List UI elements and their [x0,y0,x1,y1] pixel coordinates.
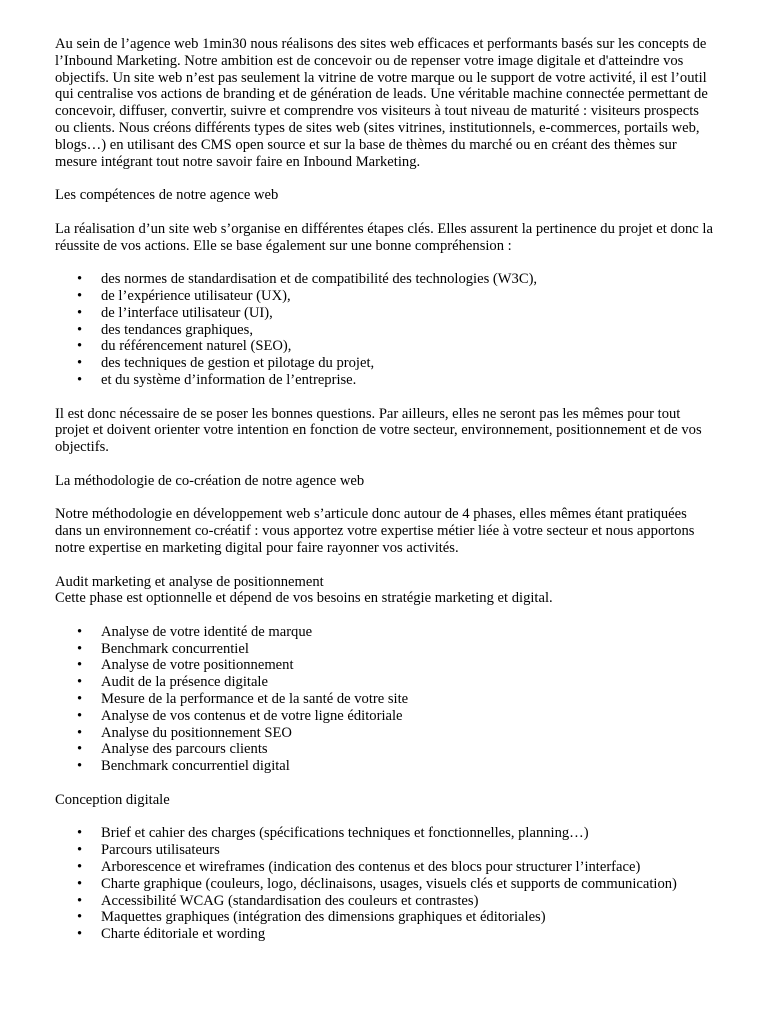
list-item: • du référencement naturel (SEO), [55,338,713,355]
list-item: • Mesure de la performance et de la santé de votre site [55,691,713,708]
list-item: • Benchmark concurrentiel digital [55,758,713,775]
list-item: • Brief et cahier des charges (spécifications techniques et fonctionnelles, planning…) [55,825,713,842]
list-item: • Analyse de vos contenus et de votre ligne éditoriale [55,708,713,725]
list-item: • de l’interface utilisateur (UI), [55,305,713,322]
list-item: • Analyse de votre identité de marque [55,624,713,641]
list-item: • Benchmark concurrentiel [55,641,713,658]
conception-list [55,825,713,943]
list-item: • Charte graphique (couleurs, logo, déclinaisons, usages, visuels clés et supports de communication) [55,876,713,893]
methodologie-intro-paragraph: Notre méthodologie en développement web s’articule donc autour de 4 phases, elles mêmes étant pratiquées dans un environnement co-créatif : vous apportez votre expertise métier liée à votre secteur et nous apportons notre expertise en marketing digital pour faire rayonner vos activités. [55,506,695,556]
list-item: • des techniques de gestion et pilotage du projet, [55,355,713,372]
list-item: • Arborescence et wireframes (indication des contenus et des blocs pour structurer l’interface) [55,859,713,876]
list-item: • Maquettes graphiques (intégration des dimensions graphiques et éditoriales) [55,909,713,926]
list-item: • des normes de standardisation et de compatibilité des technologies (W3C), [55,271,713,288]
list-item: • des tendances graphiques, [55,322,713,339]
list-item: • Parcours utilisateurs [55,842,713,859]
audit-list [55,624,713,775]
list-item: • Audit de la présence digitale [55,674,713,691]
list-item: • Analyse de votre positionnement [55,657,713,674]
list-item: • Analyse du positionnement SEO [55,725,713,742]
list-item: • Charte éditoriale et wording [55,926,713,943]
competences-intro-paragraph: La réalisation d’un site web s’organise en différentes étapes clés. Elles assurent la pertinence du projet et donc la réussite de vos actions. Elle se base également sur une bonne compréhension : [55,220,713,254]
heading-conception: Conception digitale [55,791,170,808]
competences-outro-paragraph: Il est donc nécessaire de se poser les bonnes questions. Par ailleurs, elles ne seront pas les mêmes pour tout projet et doivent orienter votre intention en fonction de votre secteur, environnement, positionnement et de vos objectifs. [55,405,702,456]
list-item: • Analyse des parcours clients [55,741,713,758]
heading-audit: Audit marketing et analyse de positionnement [55,573,324,590]
heading-competences: Les compétences de notre agence web [55,187,279,204]
list-item: • et du système d’information de l’entreprise. [55,372,713,389]
audit-intro-paragraph: Cette phase est optionnelle et dépend de vos besoins en stratégie marketing et digital. [55,590,553,607]
heading-methodologie: La méthodologie de co-création de notre agence web [55,472,365,489]
competences-list [55,271,713,389]
list-item: • de l’expérience utilisateur (UX), [55,288,713,305]
list-item: • Accessibilité WCAG (standardisation des couleurs et contrastes) [55,893,713,910]
intro-paragraph: Au sein de l’agence web 1min30 nous réalisons des sites web efficaces et performants basés sur les concepts de l’Inbound Marketing. Notre ambition est de concevoir ou de repenser votre image digitale et d'atteindre vos objectifs. Un site web n’est pas seulement la vitrine de votre marque ou le support de votre activité, il est l’outil qui centralise vos actions de branding et de génération de leads. Une véritable machine connectée permettant de concevoir, diffuser, convertir, suivre et comprendre vos visiteurs à tout niveau de maturité : visiteurs prospects ou clients. Nous créons différents types de sites web (sites vitrines, institutionnels, e-commerces, portails web, blogs…) en utilisant des CMS open source et sur la base de thèmes du marché ou en créant des thèmes sur mesure intégrant tout notre savoir faire en Inbound Marketing. [55,36,708,170]
